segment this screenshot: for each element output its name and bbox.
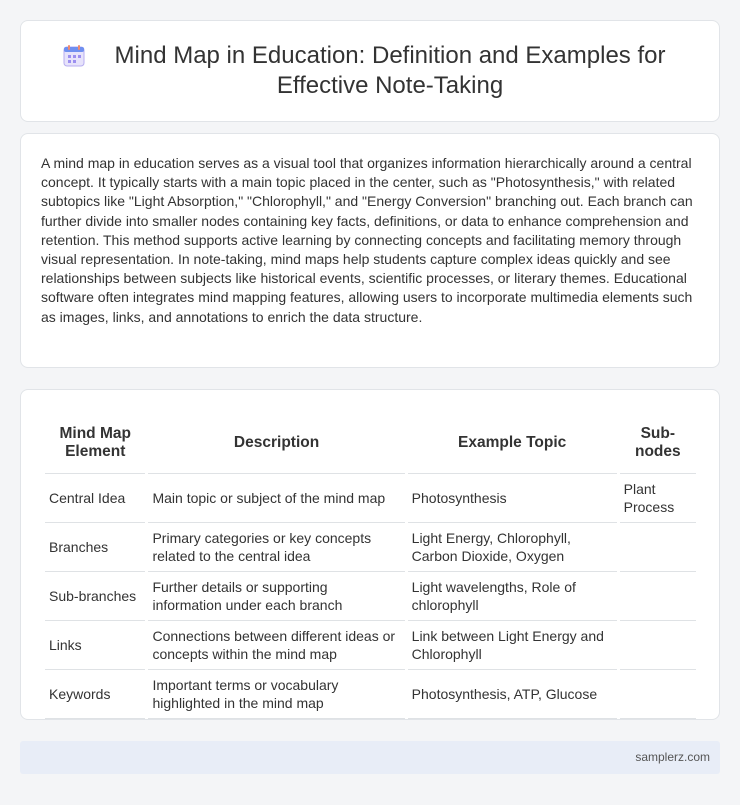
table-cell: Light wavelengths, Role of chlorophyll (408, 572, 617, 621)
table-cell: Central Idea (45, 474, 145, 523)
table-cell: Connections between different ideas or concepts within the mind map (148, 621, 404, 670)
table-row (45, 572, 696, 621)
table-cell: Further details or supporting information under each branch (148, 572, 404, 621)
footer-bar (20, 741, 720, 774)
table-header-row (45, 412, 696, 474)
intro-card (20, 133, 720, 368)
table-cell: Keywords (45, 670, 145, 719)
table-cell (620, 572, 696, 621)
table-cell: Links (45, 621, 145, 670)
table-card (20, 389, 720, 720)
table-row (45, 621, 696, 670)
table-cell (620, 670, 696, 719)
table-row (45, 474, 696, 523)
table-cell (620, 621, 696, 670)
column-header: Mind Map Element (45, 412, 145, 474)
table-cell: Plant Process (620, 474, 696, 523)
table-cell: Light Energy, Chlorophyll, Carbon Dioxide, Oxygen (408, 523, 617, 572)
intro-paragraph: A mind map in education serves as a visual tool that organizes information hierarchically around a central concept. It typically starts with a main topic placed in the center, such as "Photosynthesis," with related subtopics like "Light Absorption," "Chlorophyll," and "Energy Conversion" branching out. Each branch can further divide into smaller nodes containing key facts, definitions, or data to enhance comprehension and retention. This method supports active learning by connecting concepts and facilitating memory through visual representation. In note-taking, mind maps help students capture complex ideas quickly and see relationships between subjects like historical events, scientific processes, or literary themes. Educational software often integrates mind mapping features, allowing users to incorporate multimedia elements such as images, links, and annotations to enrich the data structure. (41, 155, 693, 325)
title-wrap (21, 21, 719, 121)
table-row (45, 670, 696, 719)
table-cell: Important terms or vocabulary highlighted in the mind map (148, 670, 404, 719)
column-header: Description (148, 412, 404, 474)
table-cell (620, 523, 696, 572)
table-cell: Link between Light Energy and Chlorophyll (408, 621, 617, 670)
table-row (45, 523, 696, 572)
mind-map-table (42, 412, 699, 719)
table-cell: Sub-branches (45, 572, 145, 621)
title-card (20, 20, 720, 122)
table-cell: Branches (45, 523, 145, 572)
table-cell: Primary categories or key concepts related to the central idea (148, 523, 404, 572)
table-cell: Photosynthesis, ATP, Glucose (408, 670, 617, 719)
calendar-icon (61, 43, 87, 69)
table-cell: Photosynthesis (408, 474, 617, 523)
page-title: Mind Map in Education: Definition and Examples for Effective Note-Taking (114, 42, 666, 99)
column-header: Sub-nodes (620, 412, 696, 474)
table-cell: Main topic or subject of the mind map (148, 474, 404, 523)
footer-site-link[interactable]: samplerz.com (635, 750, 710, 764)
column-header: Example Topic (408, 412, 617, 474)
